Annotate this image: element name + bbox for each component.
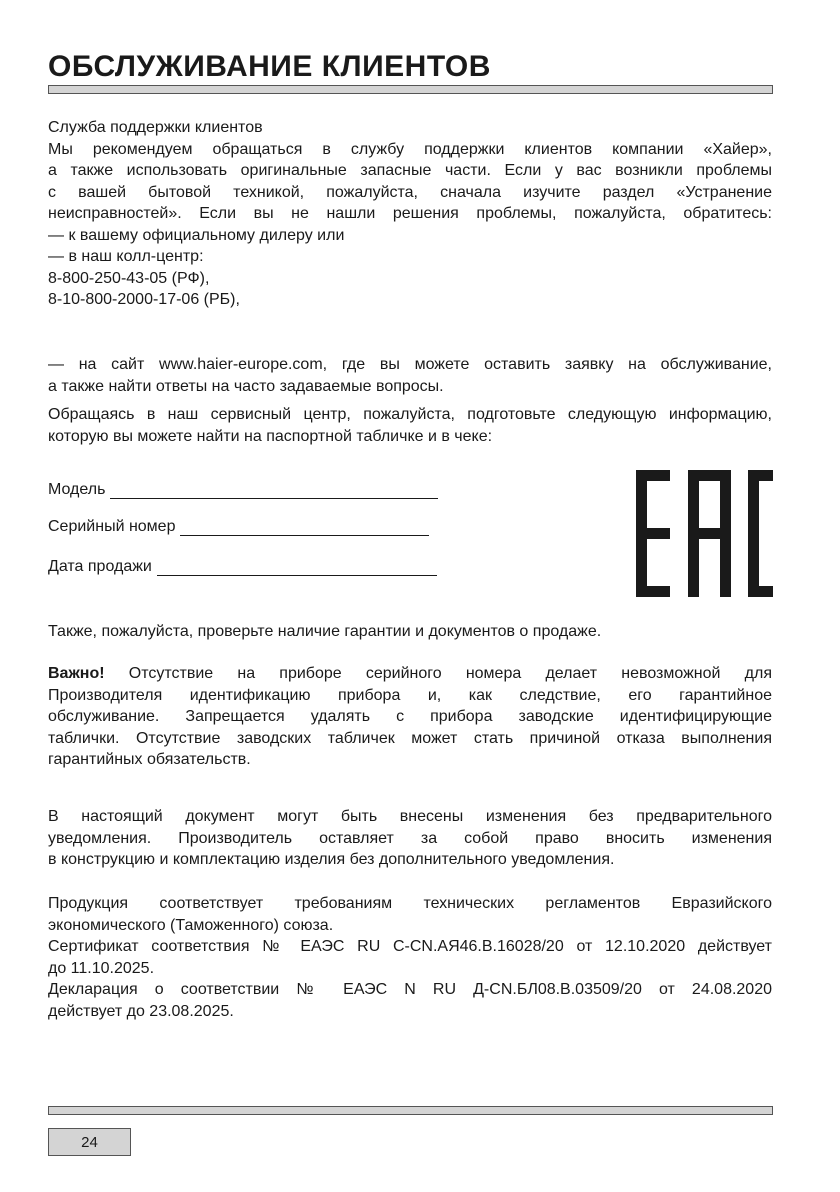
- page-number: 24: [48, 1128, 131, 1156]
- compliance-line: действует до 23.08.2025.: [48, 1002, 234, 1020]
- changes-line: В настоящий документ могут быть внесены изменения без предварительного: [48, 808, 772, 825]
- website-line: а также найти ответы на часто задаваемые вопросы.: [48, 377, 444, 395]
- serial-field[interactable]: [180, 519, 429, 536]
- service-center-section: [48, 404, 772, 447]
- compliance-line: Декларация о соответствии № ЕАЭС N RU Д-CN.БЛ08.В.03509/20 от 24.08.2020: [48, 981, 772, 998]
- support-line: Мы рекомендуем обращаться в службу поддержки клиентов компании «Хайер»,: [48, 140, 772, 158]
- changes-section: [48, 806, 772, 871]
- serial-label: Серийный номер: [48, 518, 176, 535]
- compliance-section: [48, 893, 772, 1022]
- important-first-line-rest: Отсутствие на приборе серийного номера делает невозможной для: [104, 665, 772, 682]
- model-field[interactable]: [110, 482, 438, 499]
- support-line: неисправностей». Если вы не нашли решения проблемы, пожалуйста, обратитесь:: [48, 205, 772, 222]
- changes-line: уведомления. Производитель оставляет за собой право вносить изменения: [48, 829, 772, 847]
- model-label: Модель: [48, 481, 106, 498]
- support-line: с вашей бытовой техникой, пожалуйста, сначала изучите раздел «Устранение: [48, 183, 772, 201]
- support-line: а также использовать оригинальные запасные части. Если у вас возникли проблемы: [48, 162, 772, 179]
- support-section: [48, 117, 772, 311]
- important-line: гарантийных обязательств.: [48, 751, 251, 768]
- important-first-line: [48, 663, 772, 685]
- date-label: Дата продажи: [48, 558, 152, 575]
- compliance-line: экономического (Таможенного) союза.: [48, 916, 334, 934]
- compliance-line: Сертификат соответствия № ЕАЭС RU C-CN.АЯ46.В.16028/20 от 12.10.2020 действует: [48, 938, 772, 955]
- warranty-check: Также, пожалуйста, проверьте наличие гарантии и документов о продаже.: [48, 623, 602, 640]
- changes-line: в конструкцию и комплектацию изделия без дополнительного уведомления.: [48, 851, 615, 868]
- compliance-line: до 11.10.2025.: [48, 959, 155, 977]
- model-field-row: [48, 481, 438, 499]
- service-center-line: Обращаясь в наш сервисный центр, пожалуйста, подготовьте следующую информацию,: [48, 406, 772, 423]
- dealer-line: — к вашему официальному дилеру или: [48, 226, 345, 244]
- important-section: [48, 663, 772, 771]
- website-section: [48, 354, 772, 397]
- phone-rb: 8-10-800-2000-17-06 (РБ),: [48, 291, 240, 308]
- important-line: Производителя идентификацию прибора и, как следствие, его гарантийное: [48, 686, 772, 704]
- date-field[interactable]: [157, 559, 437, 576]
- important-line: обслуживание. Запрещается удалять с прибора заводские идентифицирующие: [48, 708, 772, 725]
- call-center-line: — в наш колл-центр:: [48, 248, 204, 265]
- page-title: ОБСЛУЖИВАНИЕ КЛИЕНТОВ: [48, 50, 491, 83]
- header-rule: [48, 85, 773, 94]
- important-label: Важно!: [48, 665, 105, 682]
- important-line: таблички. Отсутствие заводских табличек может стать причиной отказа выполнения: [48, 729, 772, 747]
- phone-rf: 8-800-250-43-05 (РФ),: [48, 269, 210, 287]
- compliance-line: Продукция соответствует требованиям технических регламентов Евразийского: [48, 895, 772, 912]
- footer-rule: [48, 1106, 773, 1115]
- serial-field-row: [48, 518, 429, 536]
- eac-logo: [636, 470, 773, 597]
- date-field-row: [48, 558, 437, 576]
- website-line: — на сайт www.haier-europe.com, где вы можете оставить заявку на обслуживание,: [48, 356, 772, 373]
- service-center-line: которую вы можете найти на паспортной табличке и в чеке:: [48, 427, 493, 445]
- support-heading: Служба поддержки клиентов: [48, 119, 263, 136]
